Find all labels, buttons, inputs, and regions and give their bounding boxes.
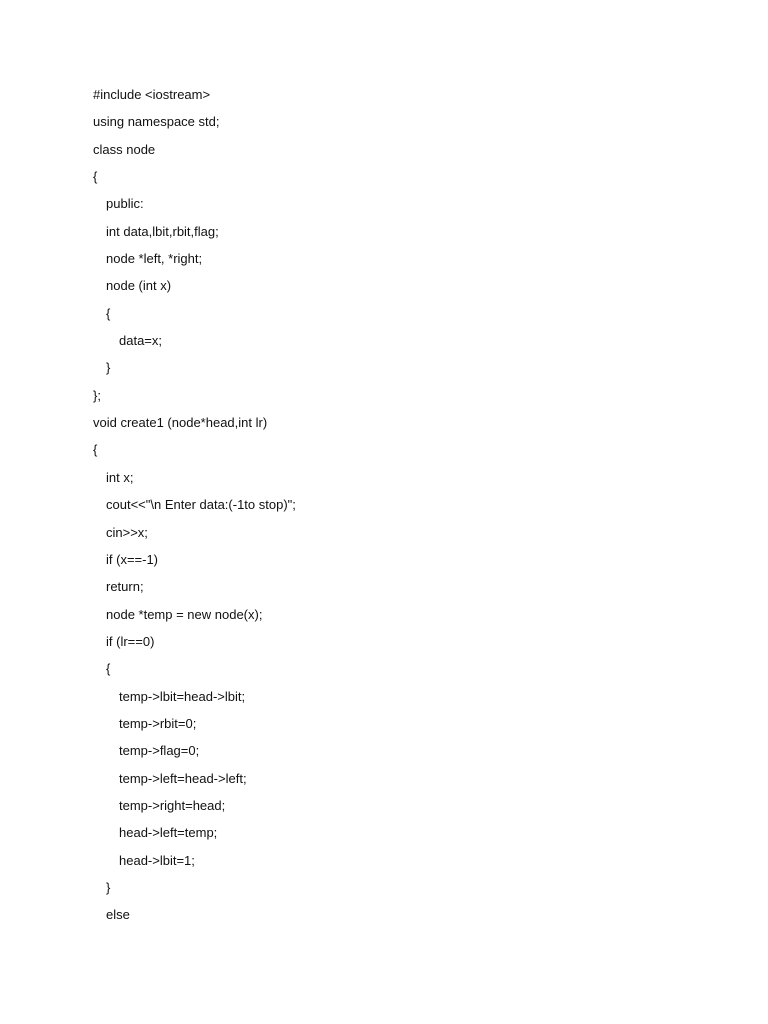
code-line: cin>>x; — [106, 524, 148, 540]
code-line: else — [106, 907, 130, 923]
code-line: node *temp = new node(x); — [106, 606, 263, 622]
code-line: } — [106, 360, 111, 376]
code-line: temp->lbit=head->lbit; — [119, 688, 246, 704]
code-line: }; — [93, 387, 101, 403]
code-line: data=x; — [119, 333, 163, 349]
code-line: cout<<"\n Enter data:(-1to stop)"; — [106, 497, 296, 513]
code-line: head->lbit=1; — [119, 852, 195, 868]
code-line: if (x==-1) — [106, 551, 159, 567]
code-line: if (lr==0) — [106, 633, 155, 649]
code-line: node (int x) — [106, 278, 172, 294]
code-line: temp->rbit=0; — [119, 715, 197, 731]
code-line: { — [106, 305, 111, 321]
code-line: #include <iostream> — [93, 87, 211, 102]
code-line: } — [106, 879, 111, 895]
code-line: temp->flag=0; — [119, 743, 200, 759]
code-line: class node — [93, 141, 156, 157]
code-listing — [93, 86, 296, 934]
code-line: int data,lbit,rbit,flag; — [106, 223, 219, 239]
code-line: int x; — [106, 469, 134, 485]
code-line: using namespace std; — [93, 114, 220, 130]
code-line: temp->right=head; — [119, 797, 226, 813]
code-line: node *left, *right; — [106, 251, 203, 267]
code-line: void create1 (node*head,int lr) — [93, 415, 268, 431]
code-line: { — [106, 661, 111, 677]
code-line: { — [93, 169, 98, 185]
code-line: head->left=temp; — [119, 825, 218, 841]
code-line: return; — [106, 579, 144, 595]
code-line: temp->left=head->left; — [119, 770, 247, 786]
code-line: { — [93, 442, 98, 458]
code-line: public: — [106, 196, 144, 212]
